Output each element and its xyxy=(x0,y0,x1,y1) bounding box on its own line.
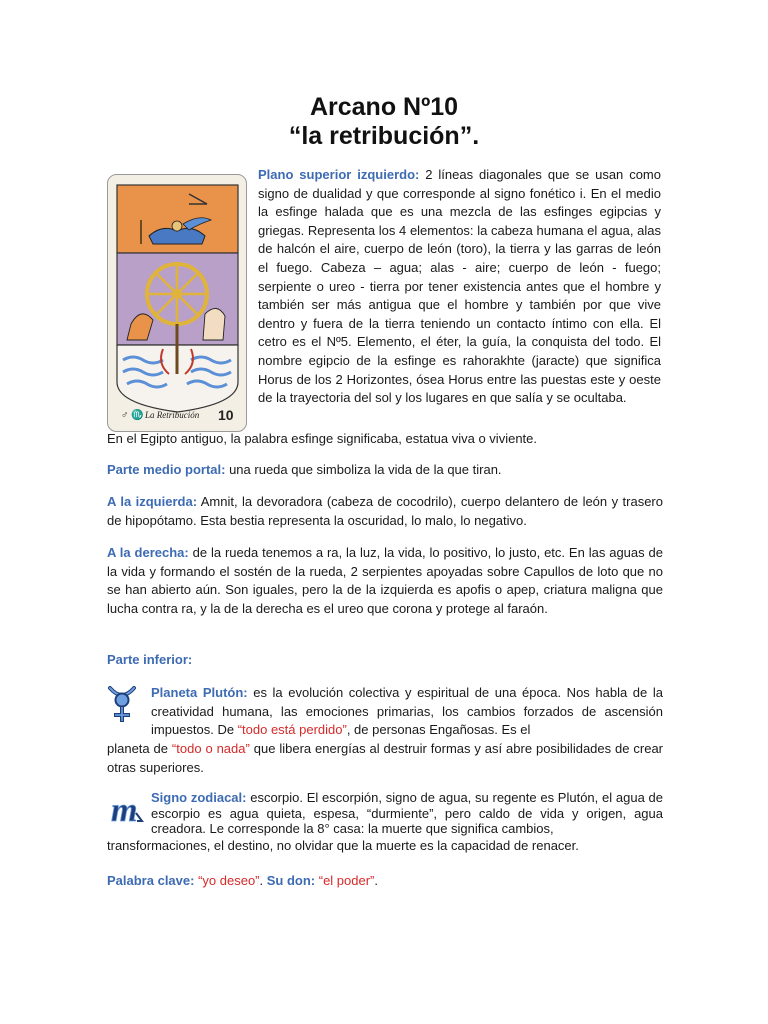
pluton-paragraph xyxy=(151,684,663,740)
pluton-text-d: que libera energías al destruir formas y así abre posibilidades de crear otras superiores. xyxy=(107,741,664,775)
izquierda-text: Amnit, la devoradora (cabeza de cocodrilo), cuerpo delantero de león y trasero de hipopótamo. Esta bestia representa la oscuridad, lo malo, lo negativo. xyxy=(107,494,663,528)
pluton-label: Planeta Plutón: xyxy=(151,685,248,700)
scorpio-symbol-icon xyxy=(109,787,145,827)
clave-label: Palabra clave: xyxy=(107,873,195,888)
pluton-text-c: planeta de xyxy=(107,741,172,756)
intro-text: 2 líneas diagonales que se usan como signo de dualidad y que corresponde al signo fonético i. En el medio la esfinge halada que es una mezcla de las esfinges egipcias y griegas. Representa los 4 elementos: la cabeza humana el agua, alas de halcón el aire, cuerpo de león (toro), la tierra y las garras de león el fuego. Cabeza – agua; alas - aire; cuerpo de león - fuego; serpiente o ureo - tierra por tener existencia antes que el hombre y también ser más antigua que el hombre y también por que vive dentro y fuera de la tierra teniendo un contacto íntimo con ella. El cetro es el Nº5. Elemento, el éter, la guía, la conquista del todo. El nombre egipcio de la esfinge es rahorakhte (jaracte) que significa Horus de los 2 Horizontes, ósea Horus entre las puestas este y oeste de la trayectoria del sol y los lugares en que salía y se ocultaba. xyxy=(258,167,661,406)
intro-paragraph-end: En el Egipto antiguo, la palabra esfinge significaba, estatua viva o viviente. xyxy=(107,431,537,446)
signo-paragraph-end: transformaciones, el destino, no olvidar que la muerte es la capacidad de renacer. xyxy=(107,838,579,853)
derecha-label: A la derecha: xyxy=(107,545,189,560)
pluton-text-b: , de personas Engañosas. Es el xyxy=(346,722,531,738)
medio-paragraph xyxy=(107,461,663,480)
medio-text: una rueda que simboliza la vida de la que tiran. xyxy=(225,462,502,477)
clave-paragraph xyxy=(107,872,663,891)
medio-label: Parte medio portal: xyxy=(107,462,226,477)
derecha-text: de la rueda tenemos a ra, la luz, la vida, lo positivo, lo justo, etc. En las aguas de la vida y formando el sostén de la rueda, 2 serpientes apoyadas sobre Capullos de loto que no se han abierto aún. Son iguales, pero la de la izquierda es apofis o apep, criatura maligna que lucha contra ra, y la de la derecha es el ureo que corona y protege al faraón. xyxy=(107,545,663,616)
signo-text: escorpio. El escorpión, signo de agua, su regente es Plutón, el agua de escorpio es agua quieta, espesa, “durmiente”, pero caldo de vida y origen, agua creadora. Le corresponde la 8° casa: la muerte que significa cambios, xyxy=(151,790,663,837)
clave-end: . xyxy=(374,873,379,888)
intro-label: Plano superior izquierdo: xyxy=(258,167,420,182)
pluton-red-a: “todo está perdido” xyxy=(237,722,347,738)
card-symbols: ♂ ♏ xyxy=(121,410,144,421)
clave-sep: . xyxy=(259,873,267,888)
clave-value: “yo deseo” xyxy=(198,873,260,888)
izquierda-paragraph xyxy=(107,493,663,530)
signo-label: Signo zodiacal: xyxy=(151,790,247,805)
tarot-card-image xyxy=(107,174,247,432)
don-label: Su don: xyxy=(266,873,316,888)
svg-text:m: m xyxy=(111,792,138,827)
izquierda-label: A la izquierda: xyxy=(107,494,198,509)
document-title: Arcano Nº10 xyxy=(309,93,459,121)
pluton-paragraph-end xyxy=(107,740,663,777)
pluton-text-a: es la evolución colectiva y espiritual de una época. Nos habla de la creatividad humana, las emociones primarias, los cambios forzados de ascensión impuestos. De xyxy=(151,685,663,738)
inferior-label: Parte inferior: xyxy=(107,652,193,667)
derecha-paragraph xyxy=(107,544,663,618)
inferior-heading xyxy=(107,651,663,670)
signo-paragraph xyxy=(151,790,663,837)
document-subtitle: “la retribución”. xyxy=(288,122,480,150)
card-caption: La Retribución xyxy=(145,410,200,420)
pluto-symbol-icon xyxy=(104,684,140,726)
card-number: 10 xyxy=(218,407,234,423)
pluton-red-b: “todo o nada” xyxy=(171,741,250,756)
don-value: “el poder” xyxy=(318,873,375,888)
intro-paragraph xyxy=(258,166,661,408)
